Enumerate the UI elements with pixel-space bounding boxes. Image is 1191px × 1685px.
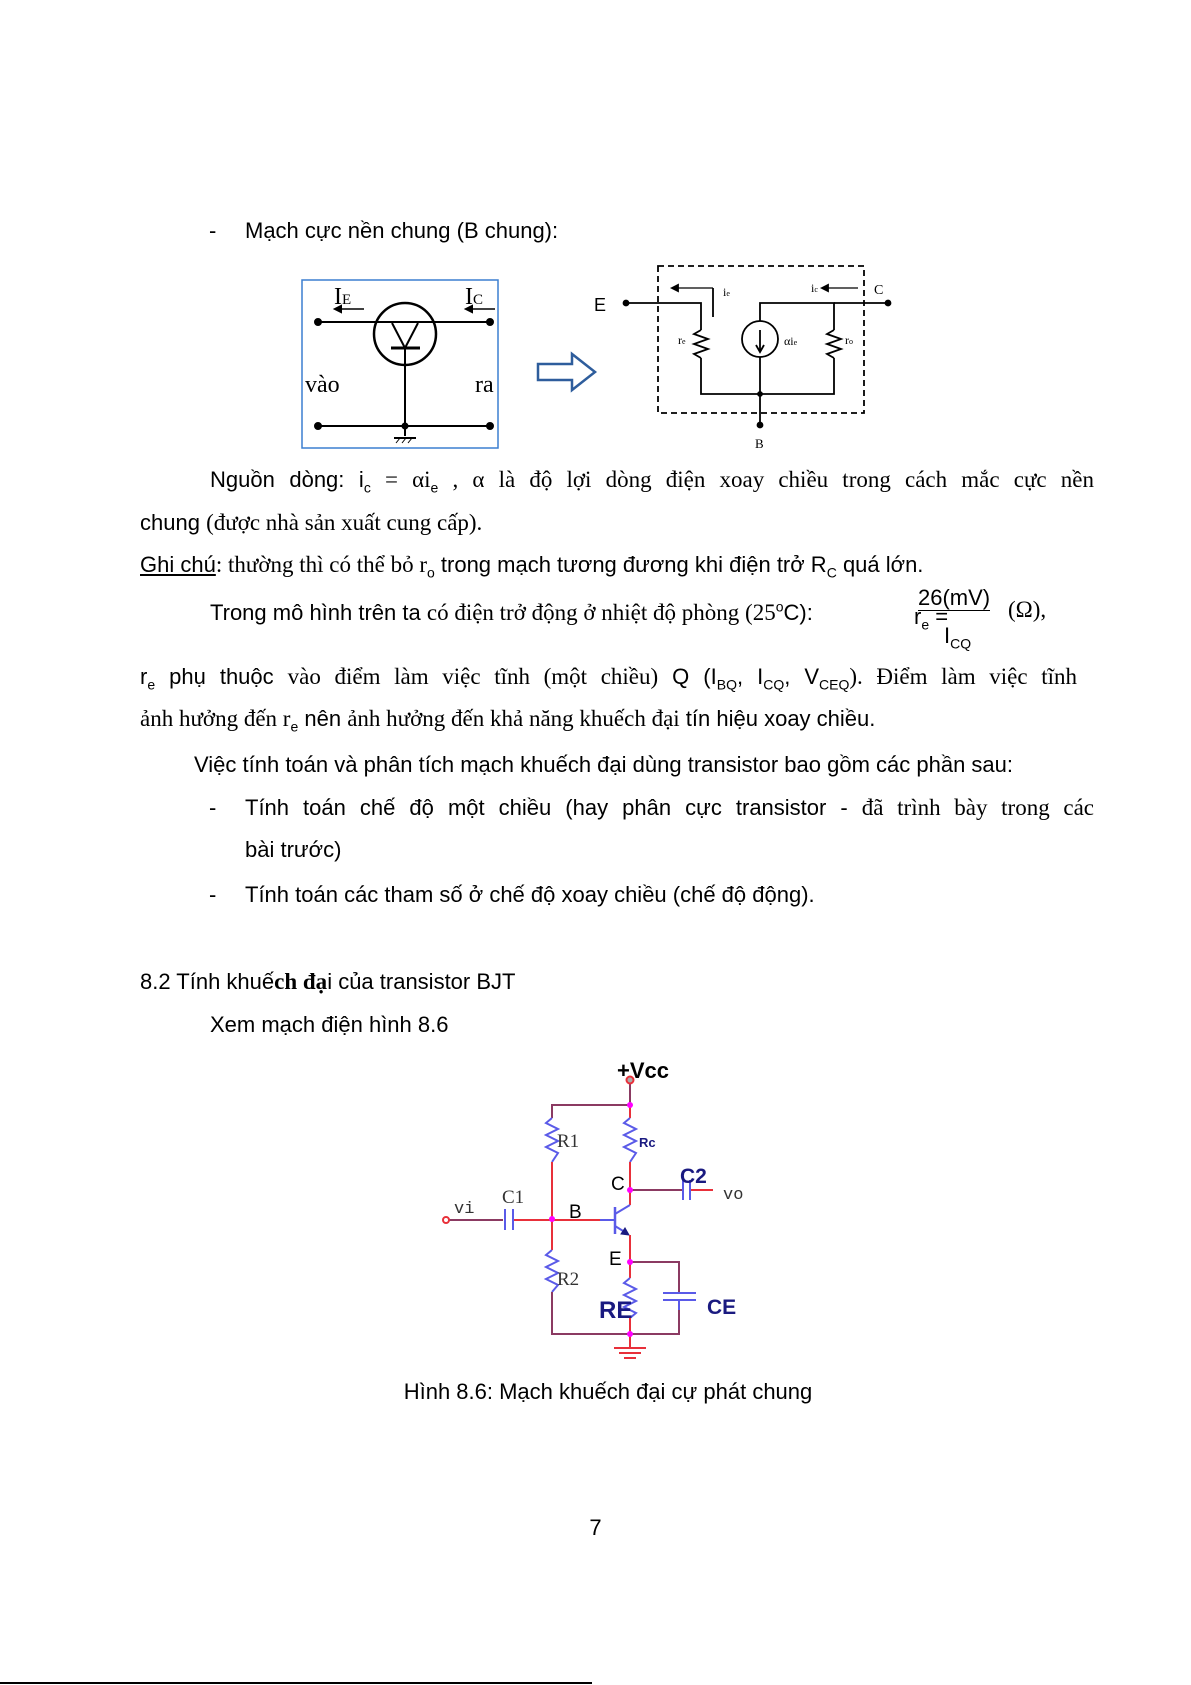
text: Tính toán chế độ một chiều (hay phân cực transistor - bbox=[245, 795, 862, 820]
ie-current-label: ie bbox=[723, 285, 730, 299]
subscript: e bbox=[921, 616, 930, 633]
text: 8.2 Tính khuế bbox=[140, 969, 275, 994]
note-paragraph bbox=[140, 552, 924, 581]
text: phụ thuộc bbox=[155, 664, 288, 689]
text: ảnh hưởng đến r bbox=[140, 706, 291, 731]
output-label: ra bbox=[475, 372, 494, 398]
subscript: e bbox=[147, 676, 156, 693]
vo-label: vo bbox=[723, 1186, 744, 1205]
ie-label: IE bbox=[334, 284, 352, 310]
r1-label: R1 bbox=[557, 1131, 580, 1152]
formula-numerator: 26(mV) bbox=[918, 585, 991, 610]
text: có điện trở động ở nhiệt độ phòng (25 bbox=[426, 600, 776, 625]
text: C): bbox=[783, 600, 813, 625]
subscript: e bbox=[430, 479, 439, 496]
bullet: - bbox=[209, 882, 217, 907]
emitter-node-label: E bbox=[609, 1249, 622, 1270]
subscript: C bbox=[826, 564, 837, 581]
section-heading-8-2 bbox=[140, 969, 515, 995]
text: Q (I bbox=[658, 664, 717, 689]
base-node-label: B bbox=[569, 1202, 582, 1223]
page-number: 7 bbox=[589, 1515, 602, 1540]
ic-current-label: ic bbox=[811, 281, 818, 295]
text: I bbox=[944, 623, 951, 648]
ic-label: IC bbox=[465, 284, 484, 310]
c2-label: C2 bbox=[680, 1165, 707, 1188]
bullet: - bbox=[209, 218, 217, 243]
r2-label: R2 bbox=[557, 1269, 580, 1290]
note-label: Ghi chú bbox=[140, 552, 216, 577]
c1-label: C1 bbox=[502, 1187, 525, 1208]
text: Trong mô hình trên ta bbox=[210, 600, 427, 625]
footer-divider bbox=[0, 1682, 592, 1684]
text: ). Điểm làm việc tĩnh bbox=[849, 664, 1077, 689]
equivalent-circuit-labels bbox=[594, 281, 883, 451]
list-item-dc-analysis bbox=[245, 795, 1094, 821]
text: trong mạch tương đương khi điện trở R bbox=[434, 552, 827, 577]
text: i của transistor BJT bbox=[327, 969, 516, 994]
bullet: - bbox=[209, 795, 217, 820]
subscript: BQ bbox=[716, 676, 737, 693]
ce-label: CE bbox=[707, 1296, 737, 1319]
operating-point-paragraph-line2 bbox=[140, 706, 876, 735]
subscript: e bbox=[290, 718, 299, 735]
text: r bbox=[914, 604, 922, 629]
collector-label: C bbox=[874, 283, 884, 298]
current-source-label: αie bbox=[784, 334, 798, 348]
subscript: CQ bbox=[950, 635, 972, 652]
ro-label: ro bbox=[845, 333, 853, 347]
emitter-label: E bbox=[594, 295, 607, 315]
left-diagram-labels bbox=[305, 284, 494, 398]
text: quá lớn. bbox=[836, 552, 924, 577]
subscript: c bbox=[363, 479, 371, 496]
vcc-label: +Vcc bbox=[617, 1058, 669, 1083]
text: , α là độ lợi dòng điện xoay chiều trong cách mắc cực nền bbox=[438, 467, 1094, 492]
text: = αi bbox=[370, 467, 431, 492]
base-label: B bbox=[755, 436, 764, 451]
text: nên bbox=[298, 706, 348, 731]
formula-unit: (Ω), bbox=[1008, 597, 1047, 622]
analysis-intro: Việc tính toán và phân tích mạch khuếch đại dùng transistor bao gồm các phần sau: bbox=[194, 752, 1014, 777]
text: ảnh hưởng đến khả năng khuếch đại bbox=[347, 706, 680, 731]
list-item-dc-analysis-line2: bài trước) bbox=[245, 837, 342, 862]
text: : thường thì có thể bỏ r bbox=[215, 552, 427, 577]
dynamic-resistance-paragraph bbox=[210, 600, 813, 626]
text: đã trình bày trong các bbox=[861, 795, 1095, 820]
superscript: o bbox=[775, 598, 784, 615]
text: = bbox=[929, 604, 949, 629]
see-figure-text: Xem mạch điện hình 8.6 bbox=[210, 1012, 449, 1037]
subscript: CEQ bbox=[819, 676, 850, 693]
text: vào điểm làm việc tĩnh (một chiều) bbox=[287, 664, 659, 689]
right-arrow-icon bbox=[538, 354, 595, 390]
operating-point-paragraph bbox=[140, 664, 1077, 693]
section-heading: Mạch cực nền chung (B chung): bbox=[245, 218, 559, 243]
current-source-paragraph-line2 bbox=[140, 510, 482, 536]
text: Nguồn dòng: i bbox=[210, 467, 364, 492]
text: , I bbox=[736, 664, 764, 689]
collector-node-label: C bbox=[611, 1174, 625, 1195]
subscript: o bbox=[426, 564, 435, 581]
text: , V bbox=[784, 664, 819, 689]
input-label: vào bbox=[305, 372, 340, 398]
subscript: CQ bbox=[763, 676, 785, 693]
text: tín hiệu xoay chiều. bbox=[679, 706, 876, 731]
text: chung bbox=[140, 510, 207, 535]
vi-label: vi bbox=[454, 1200, 475, 1219]
text: r bbox=[140, 664, 148, 689]
re-label: RE bbox=[599, 1297, 633, 1324]
current-source-paragraph bbox=[210, 467, 1094, 496]
formula-denominator bbox=[944, 623, 972, 652]
figure-caption: Hình 8.6: Mạch khuếch đại cự phát chung bbox=[403, 1379, 813, 1404]
re-label: re bbox=[678, 333, 686, 347]
rc-label: Rc bbox=[639, 1135, 656, 1150]
list-item-ac-analysis: Tính toán các tham số ở chế độ xoay chiều (chế độ động). bbox=[245, 882, 815, 907]
text: ch đạ bbox=[274, 969, 328, 994]
text: (được nhà sản xuất cung cấp). bbox=[206, 510, 483, 535]
equivalent-circuit-diagram bbox=[624, 266, 891, 428]
